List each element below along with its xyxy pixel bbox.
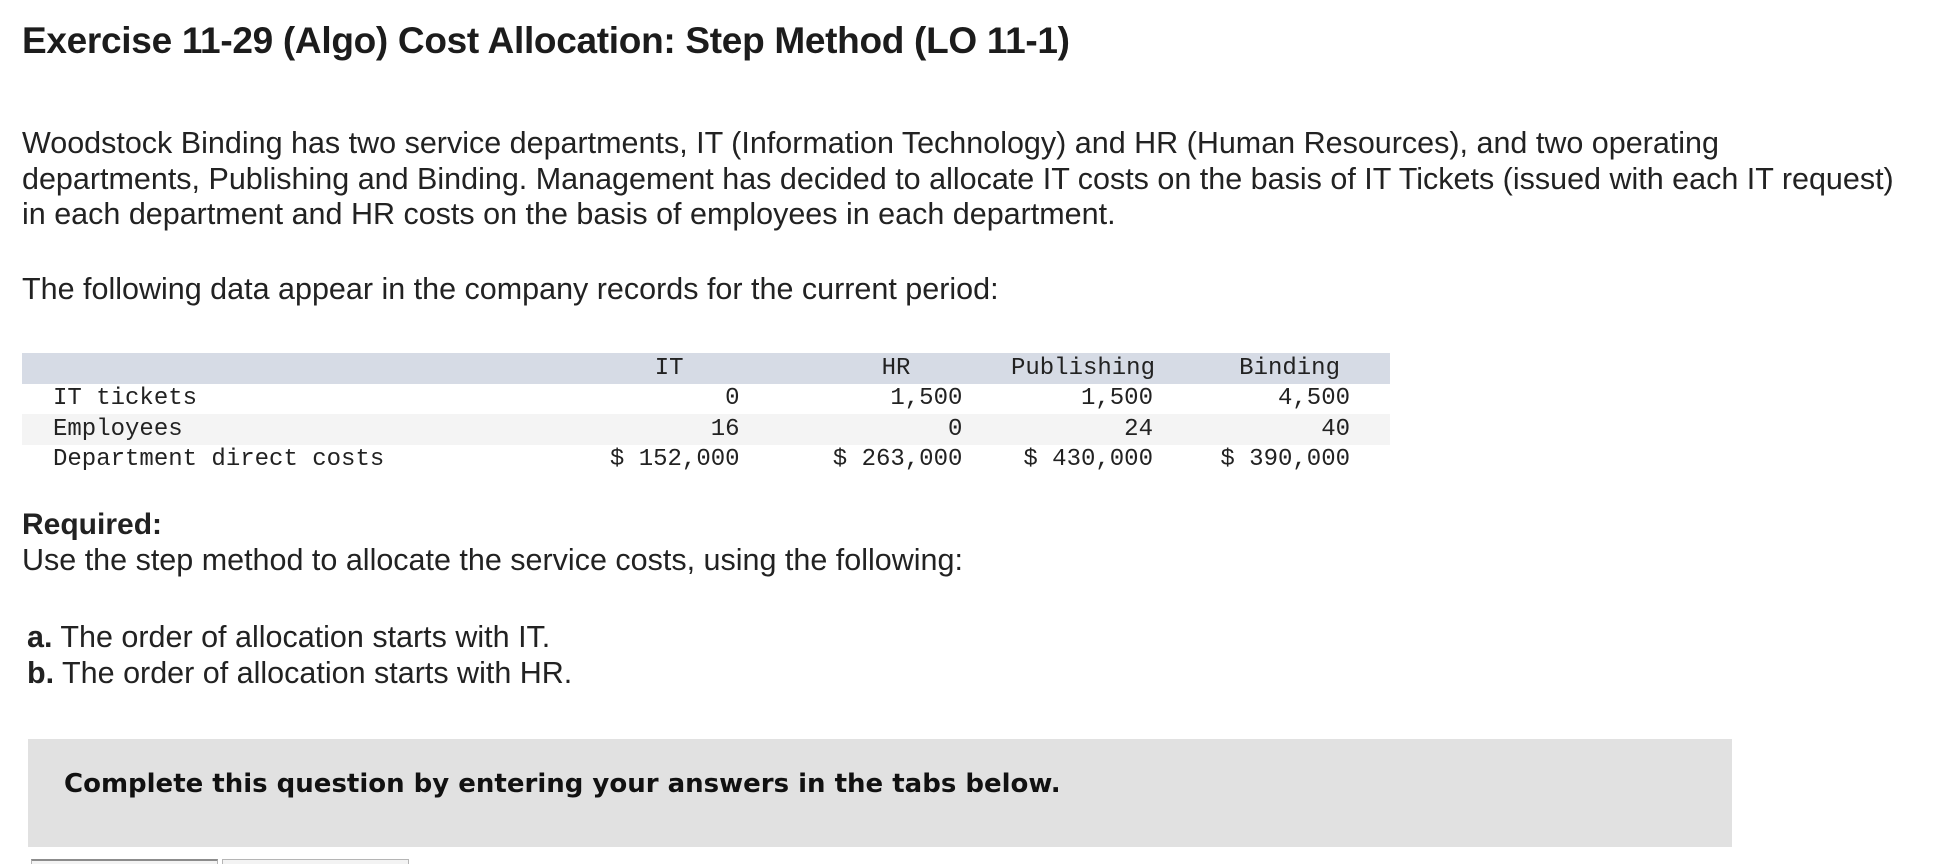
table-header-row xyxy=(22,353,1390,384)
data-lead-text: The following data appear in the company records for the current period: xyxy=(22,272,999,306)
cell-hr: 1,500 xyxy=(890,385,963,413)
page-title: Exercise 11-29 (Algo) Cost Allocation: Step Method (LO 11-1) xyxy=(22,20,1070,61)
cell-it: $ 152,000 xyxy=(609,446,740,474)
part-marker: a. xyxy=(27,620,53,654)
header-hr: HR xyxy=(881,354,911,382)
header-publishing: Publishing xyxy=(1010,354,1155,382)
list-item xyxy=(27,619,572,655)
required-text: Use the step method to allocate the service costs, using the following: xyxy=(22,543,963,577)
required-parts-list xyxy=(27,619,572,691)
cell-binding: 40 xyxy=(1321,415,1350,443)
cell-binding: $ 390,000 xyxy=(1220,446,1350,474)
answer-tab-required-a[interactable] xyxy=(31,859,218,864)
list-item xyxy=(27,655,572,691)
instruction-banner xyxy=(28,739,1732,847)
cell-hr: 0 xyxy=(947,415,963,443)
row-label: Department direct costs xyxy=(53,446,385,474)
header-blank xyxy=(22,353,539,384)
cell-publishing: 1,500 xyxy=(1080,385,1153,413)
cell-it: 16 xyxy=(710,415,740,443)
part-marker: b. xyxy=(27,656,55,690)
table-row-it-tickets xyxy=(22,384,1390,415)
cell-binding: 4,500 xyxy=(1277,385,1350,413)
part-text: The order of allocation starts with IT. xyxy=(60,620,551,654)
company-data-table xyxy=(22,353,1390,475)
row-label: Employees xyxy=(53,415,183,443)
cell-hr: $ 263,000 xyxy=(832,446,963,474)
part-text: The order of allocation starts with HR. xyxy=(62,656,573,690)
table-row-direct-costs xyxy=(22,445,1390,476)
cell-publishing: $ 430,000 xyxy=(1023,446,1153,474)
instruction-text: Complete this question by entering your answers in the tabs below. xyxy=(64,769,1061,799)
header-binding: Binding xyxy=(1239,354,1340,382)
cell-publishing: 24 xyxy=(1124,415,1153,443)
table-row-employees xyxy=(22,414,1390,445)
problem-intro: Woodstock Binding has two service departments, IT (Information Technology) and HR (Human Resources), and two operating departments, Publishing and Binding. Management has decided to allocate IT costs on the basis of IT Tickets (issued with each IT request) in each department and HR costs on the basis of employees in each department. xyxy=(22,126,1894,231)
header-it: IT xyxy=(654,354,684,382)
cell-it: 0 xyxy=(725,385,740,413)
answer-tab-required-b[interactable] xyxy=(222,859,409,864)
required-heading: Required: xyxy=(22,508,163,541)
row-label: IT tickets xyxy=(53,385,198,413)
